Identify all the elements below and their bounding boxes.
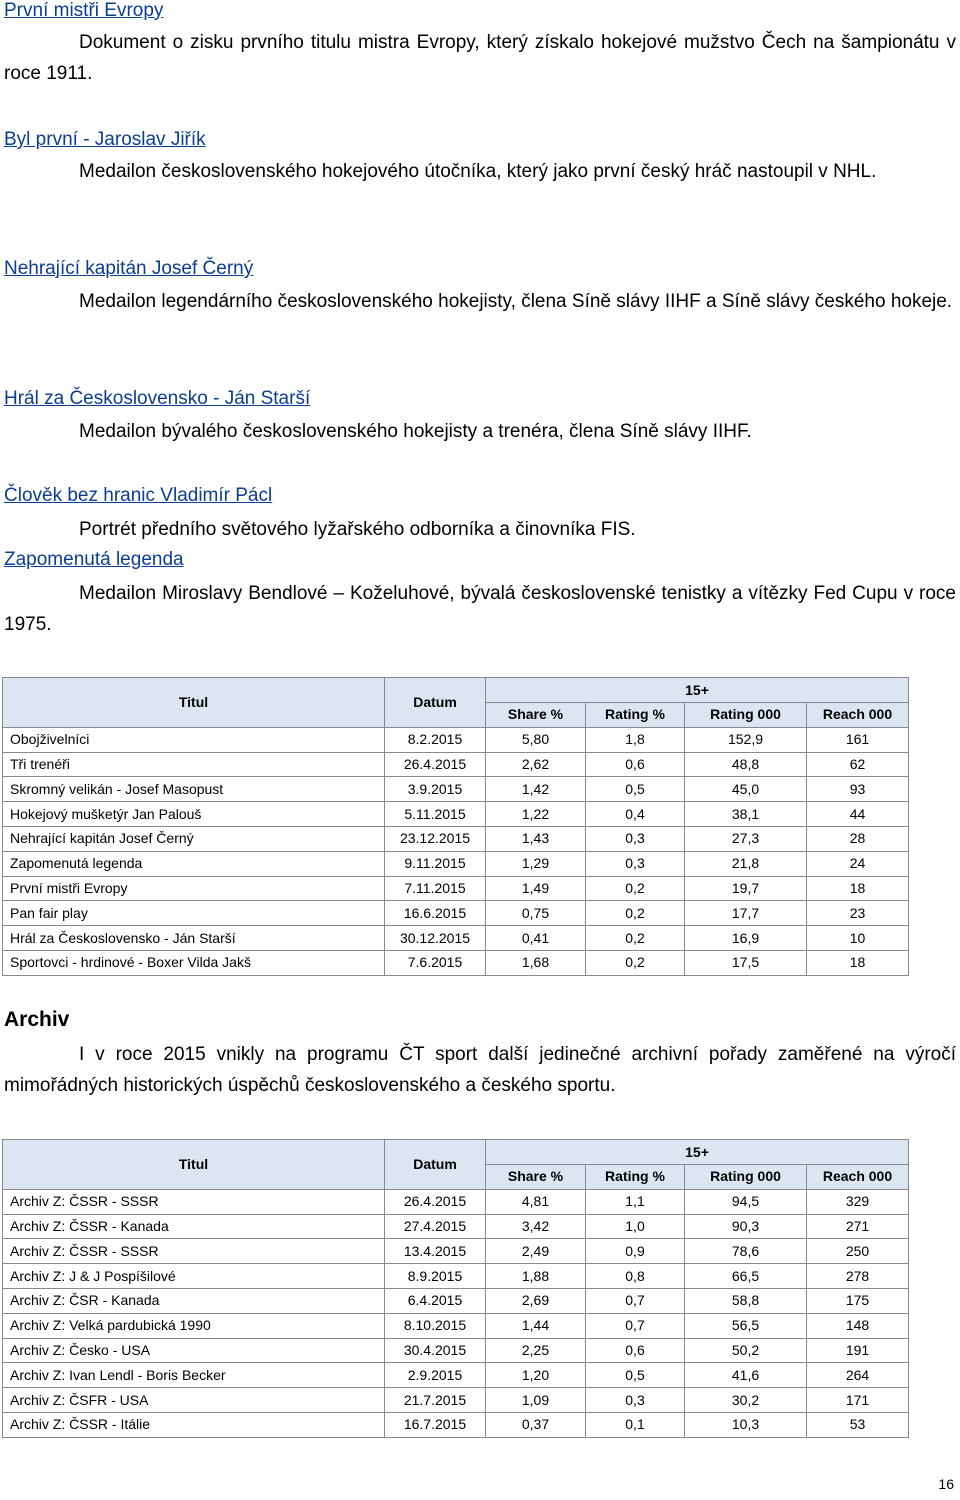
cell-rating: 0,2 xyxy=(586,901,685,926)
cell-rating000: 90,3 xyxy=(685,1214,807,1239)
cell-title: Archiv Z: Česko - USA xyxy=(3,1338,385,1363)
cell-rating000: 58,8 xyxy=(685,1288,807,1313)
page-number: 16 xyxy=(938,1476,954,1492)
cell-title: Pan fair play xyxy=(3,901,385,926)
table-row xyxy=(3,1388,909,1413)
cell-rating: 0,6 xyxy=(586,752,685,777)
table-row xyxy=(3,727,909,752)
cell-reach000: 44 xyxy=(807,802,909,827)
cell-rating: 0,2 xyxy=(586,950,685,975)
cell-share: 0,37 xyxy=(486,1412,586,1437)
article-link-jaroslav-jirik[interactable]: Byl první - Jaroslav Jiřík xyxy=(4,129,206,150)
cell-reach000: 24 xyxy=(807,851,909,876)
cell-date: 9.11.2015 xyxy=(385,851,486,876)
cell-rating000: 66,5 xyxy=(685,1264,807,1289)
cell-reach000: 18 xyxy=(807,876,909,901)
cell-reach000: 53 xyxy=(807,1412,909,1437)
cell-reach000: 10 xyxy=(807,926,909,951)
cell-reach000: 161 xyxy=(807,727,909,752)
cell-rating: 1,0 xyxy=(586,1214,685,1239)
column-header-share: Share % xyxy=(486,703,586,728)
cell-rating: 0,8 xyxy=(586,1264,685,1289)
cell-rating000: 50,2 xyxy=(685,1338,807,1363)
table-row xyxy=(3,876,909,901)
cell-date: 30.4.2015 xyxy=(385,1338,486,1363)
cell-reach000: 18 xyxy=(807,950,909,975)
column-header-date: Datum xyxy=(385,678,486,728)
cell-rating000: 17,7 xyxy=(685,901,807,926)
cell-date: 30.12.2015 xyxy=(385,926,486,951)
table-row xyxy=(3,1189,909,1214)
article-description: Medailon legendárního československého hokejisty, člena Síně slávy IIHF a Síně slávy českého hokeje. xyxy=(79,291,953,312)
article-description: Medailon československého hokejového útočníka, který jako první český hráč nastoupil v NHL. xyxy=(79,161,877,182)
cell-share: 1,20 xyxy=(486,1363,586,1388)
cell-date: 8.2.2015 xyxy=(385,727,486,752)
cell-rating: 0,9 xyxy=(586,1239,685,1264)
column-header-rating: Rating % xyxy=(586,1165,685,1190)
cell-share: 5,80 xyxy=(486,727,586,752)
table-row xyxy=(3,901,909,926)
cell-date: 8.10.2015 xyxy=(385,1313,486,1338)
table-row xyxy=(3,1239,909,1264)
cell-share: 1,49 xyxy=(486,876,586,901)
column-header-rating: Rating % xyxy=(586,703,685,728)
cell-reach000: 171 xyxy=(807,1388,909,1413)
ratings-table-main xyxy=(2,677,909,976)
cell-rating000: 94,5 xyxy=(685,1189,807,1214)
cell-reach000: 28 xyxy=(807,826,909,851)
cell-rating: 0,1 xyxy=(586,1412,685,1437)
cell-title: První mistři Evropy xyxy=(3,876,385,901)
article-link-jan-starsi[interactable]: Hrál za Československo - Ján Starší xyxy=(4,388,311,409)
cell-rating: 0,2 xyxy=(586,876,685,901)
cell-rating: 0,4 xyxy=(586,802,685,827)
cell-date: 26.4.2015 xyxy=(385,1189,486,1214)
cell-title: Archiv Z: J & J Pospíšilové xyxy=(3,1264,385,1289)
cell-share: 1,88 xyxy=(486,1264,586,1289)
table-row xyxy=(3,1412,909,1437)
column-header-rating000: Rating 000 xyxy=(685,703,807,728)
cell-rating000: 16,9 xyxy=(685,926,807,951)
cell-rating000: 21,8 xyxy=(685,851,807,876)
cell-title: Hokejový mušketýr Jan Palouš xyxy=(3,802,385,827)
column-header-title: Titul xyxy=(3,678,385,728)
column-header-reach000: Reach 000 xyxy=(807,1165,909,1190)
archive-description: I v roce 2015 vnikly na programu ČT sport další jedinečné archivní pořady zaměřené na výročí mimořádných historických úspěchů československého a českého sportu. xyxy=(4,1044,956,1096)
cell-reach000: 175 xyxy=(807,1288,909,1313)
cell-rating: 0,3 xyxy=(586,851,685,876)
cell-reach000: 23 xyxy=(807,901,909,926)
cell-reach000: 93 xyxy=(807,777,909,802)
table-row xyxy=(3,950,909,975)
cell-rating000: 41,6 xyxy=(685,1363,807,1388)
article-link-josef-cerny[interactable]: Nehrající kapitán Josef Černý xyxy=(4,258,254,279)
cell-rating: 0,7 xyxy=(586,1313,685,1338)
cell-date: 26.4.2015 xyxy=(385,752,486,777)
cell-share: 1,43 xyxy=(486,826,586,851)
cell-rating000: 30,2 xyxy=(685,1388,807,1413)
cell-rating: 0,5 xyxy=(586,777,685,802)
cell-rating000: 10,3 xyxy=(685,1412,807,1437)
table-row xyxy=(3,826,909,851)
cell-share: 1,42 xyxy=(486,777,586,802)
cell-reach000: 271 xyxy=(807,1214,909,1239)
cell-rating: 0,5 xyxy=(586,1363,685,1388)
cell-title: Nehrající kapitán Josef Černý xyxy=(3,826,385,851)
cell-date: 5.11.2015 xyxy=(385,802,486,827)
cell-share: 2,49 xyxy=(486,1239,586,1264)
cell-date: 13.4.2015 xyxy=(385,1239,486,1264)
cell-rating: 0,3 xyxy=(586,1388,685,1413)
cell-rating000: 152,9 xyxy=(685,727,807,752)
cell-share: 0,41 xyxy=(486,926,586,951)
cell-title: Archiv Z: Velká pardubická 1990 xyxy=(3,1313,385,1338)
column-header-rating000: Rating 000 xyxy=(685,1165,807,1190)
cell-rating: 1,8 xyxy=(586,727,685,752)
cell-rating000: 45,0 xyxy=(685,777,807,802)
cell-rating000: 56,5 xyxy=(685,1313,807,1338)
column-group-15plus: 15+ xyxy=(486,1140,909,1165)
article-link-prvni-mistri[interactable]: První mistři Evropy xyxy=(4,0,164,21)
cell-title: Archiv Z: ČSSR - SSSR xyxy=(3,1239,385,1264)
cell-share: 2,62 xyxy=(486,752,586,777)
column-header-date: Datum xyxy=(385,1140,486,1190)
table-row xyxy=(3,1288,909,1313)
table-row xyxy=(3,1264,909,1289)
cell-share: 1,29 xyxy=(486,851,586,876)
table-row xyxy=(3,802,909,827)
cell-date: 23.12.2015 xyxy=(385,826,486,851)
cell-title: Archiv Z: ČSSR - SSSR xyxy=(3,1189,385,1214)
cell-date: 8.9.2015 xyxy=(385,1264,486,1289)
cell-title: Archiv Z: Ivan Lendl - Boris Becker xyxy=(3,1363,385,1388)
article-description: Portrét předního světového lyžařského odborníka a činovníka FIS. xyxy=(79,519,636,540)
cell-share: 1,22 xyxy=(486,802,586,827)
cell-title: Obojživelníci xyxy=(3,727,385,752)
cell-rating: 1,1 xyxy=(586,1189,685,1214)
cell-share: 1,09 xyxy=(486,1388,586,1413)
article-link-vladimir-pacl[interactable]: Člověk bez hranic Vladimír Pácl xyxy=(4,485,273,506)
cell-date: 27.4.2015 xyxy=(385,1214,486,1239)
cell-share: 4,81 xyxy=(486,1189,586,1214)
article-description: Dokument o zisku prvního titulu mistra Evropy, který získalo hokejové mužstvo Čech na šampionátu v roce 1911. xyxy=(4,32,956,84)
cell-share: 3,42 xyxy=(486,1214,586,1239)
cell-rating000: 27,3 xyxy=(685,826,807,851)
article-description: Medailon bývalého československého hokejisty a trenéra, člena Síně slávy IIHF. xyxy=(79,421,752,442)
table-row xyxy=(3,752,909,777)
cell-rating: 0,6 xyxy=(586,1338,685,1363)
cell-title: Skromný velikán - Josef Masopust xyxy=(3,777,385,802)
cell-reach000: 191 xyxy=(807,1338,909,1363)
column-header-reach000: Reach 000 xyxy=(807,703,909,728)
cell-rating: 0,2 xyxy=(586,926,685,951)
cell-date: 21.7.2015 xyxy=(385,1388,486,1413)
cell-date: 2.9.2015 xyxy=(385,1363,486,1388)
cell-share: 0,75 xyxy=(486,901,586,926)
section-heading-archiv: Archiv xyxy=(4,1008,70,1031)
cell-title: Archiv Z: ČSFR - USA xyxy=(3,1388,385,1413)
cell-share: 2,69 xyxy=(486,1288,586,1313)
cell-title: Zapomenutá legenda xyxy=(3,851,385,876)
table-row xyxy=(3,1338,909,1363)
cell-date: 3.9.2015 xyxy=(385,777,486,802)
cell-rating000: 78,6 xyxy=(685,1239,807,1264)
cell-title: Archiv Z: ČSSR - Itálie xyxy=(3,1412,385,1437)
table-row xyxy=(3,1214,909,1239)
table-row xyxy=(3,926,909,951)
cell-share: 1,44 xyxy=(486,1313,586,1338)
cell-share: 2,25 xyxy=(486,1338,586,1363)
cell-reach000: 250 xyxy=(807,1239,909,1264)
article-description: Medailon Miroslavy Bendlové – Koželuhové, bývalá československé tenistky a vítězky Fed Cupu v roce 1975. xyxy=(4,583,956,635)
table-row xyxy=(3,777,909,802)
cell-date: 7.6.2015 xyxy=(385,950,486,975)
table-row xyxy=(3,851,909,876)
cell-title: Archiv Z: ČSSR - Kanada xyxy=(3,1214,385,1239)
cell-title: Sportovci - hrdinové - Boxer Vilda Jakš xyxy=(3,950,385,975)
cell-rating000: 48,8 xyxy=(685,752,807,777)
cell-rating000: 38,1 xyxy=(685,802,807,827)
cell-date: 7.11.2015 xyxy=(385,876,486,901)
cell-title: Tři trenéři xyxy=(3,752,385,777)
column-group-15plus: 15+ xyxy=(486,678,909,703)
article-link-zapomenuta-legenda[interactable]: Zapomenutá legenda xyxy=(4,549,184,570)
cell-share: 1,68 xyxy=(486,950,586,975)
cell-rating: 0,7 xyxy=(586,1288,685,1313)
table-row xyxy=(3,1363,909,1388)
ratings-table-archive xyxy=(2,1139,909,1438)
column-header-share: Share % xyxy=(486,1165,586,1190)
cell-date: 16.7.2015 xyxy=(385,1412,486,1437)
column-header-title: Titul xyxy=(3,1140,385,1190)
table-row xyxy=(3,1313,909,1338)
cell-date: 6.4.2015 xyxy=(385,1288,486,1313)
cell-reach000: 329 xyxy=(807,1189,909,1214)
cell-title: Archiv Z: ČSR - Kanada xyxy=(3,1288,385,1313)
cell-reach000: 62 xyxy=(807,752,909,777)
cell-title: Hrál za Československo - Ján Starší xyxy=(3,926,385,951)
cell-rating000: 17,5 xyxy=(685,950,807,975)
cell-rating: 0,3 xyxy=(586,826,685,851)
cell-date: 16.6.2015 xyxy=(385,901,486,926)
cell-reach000: 264 xyxy=(807,1363,909,1388)
cell-rating000: 19,7 xyxy=(685,876,807,901)
cell-reach000: 148 xyxy=(807,1313,909,1338)
cell-reach000: 278 xyxy=(807,1264,909,1289)
